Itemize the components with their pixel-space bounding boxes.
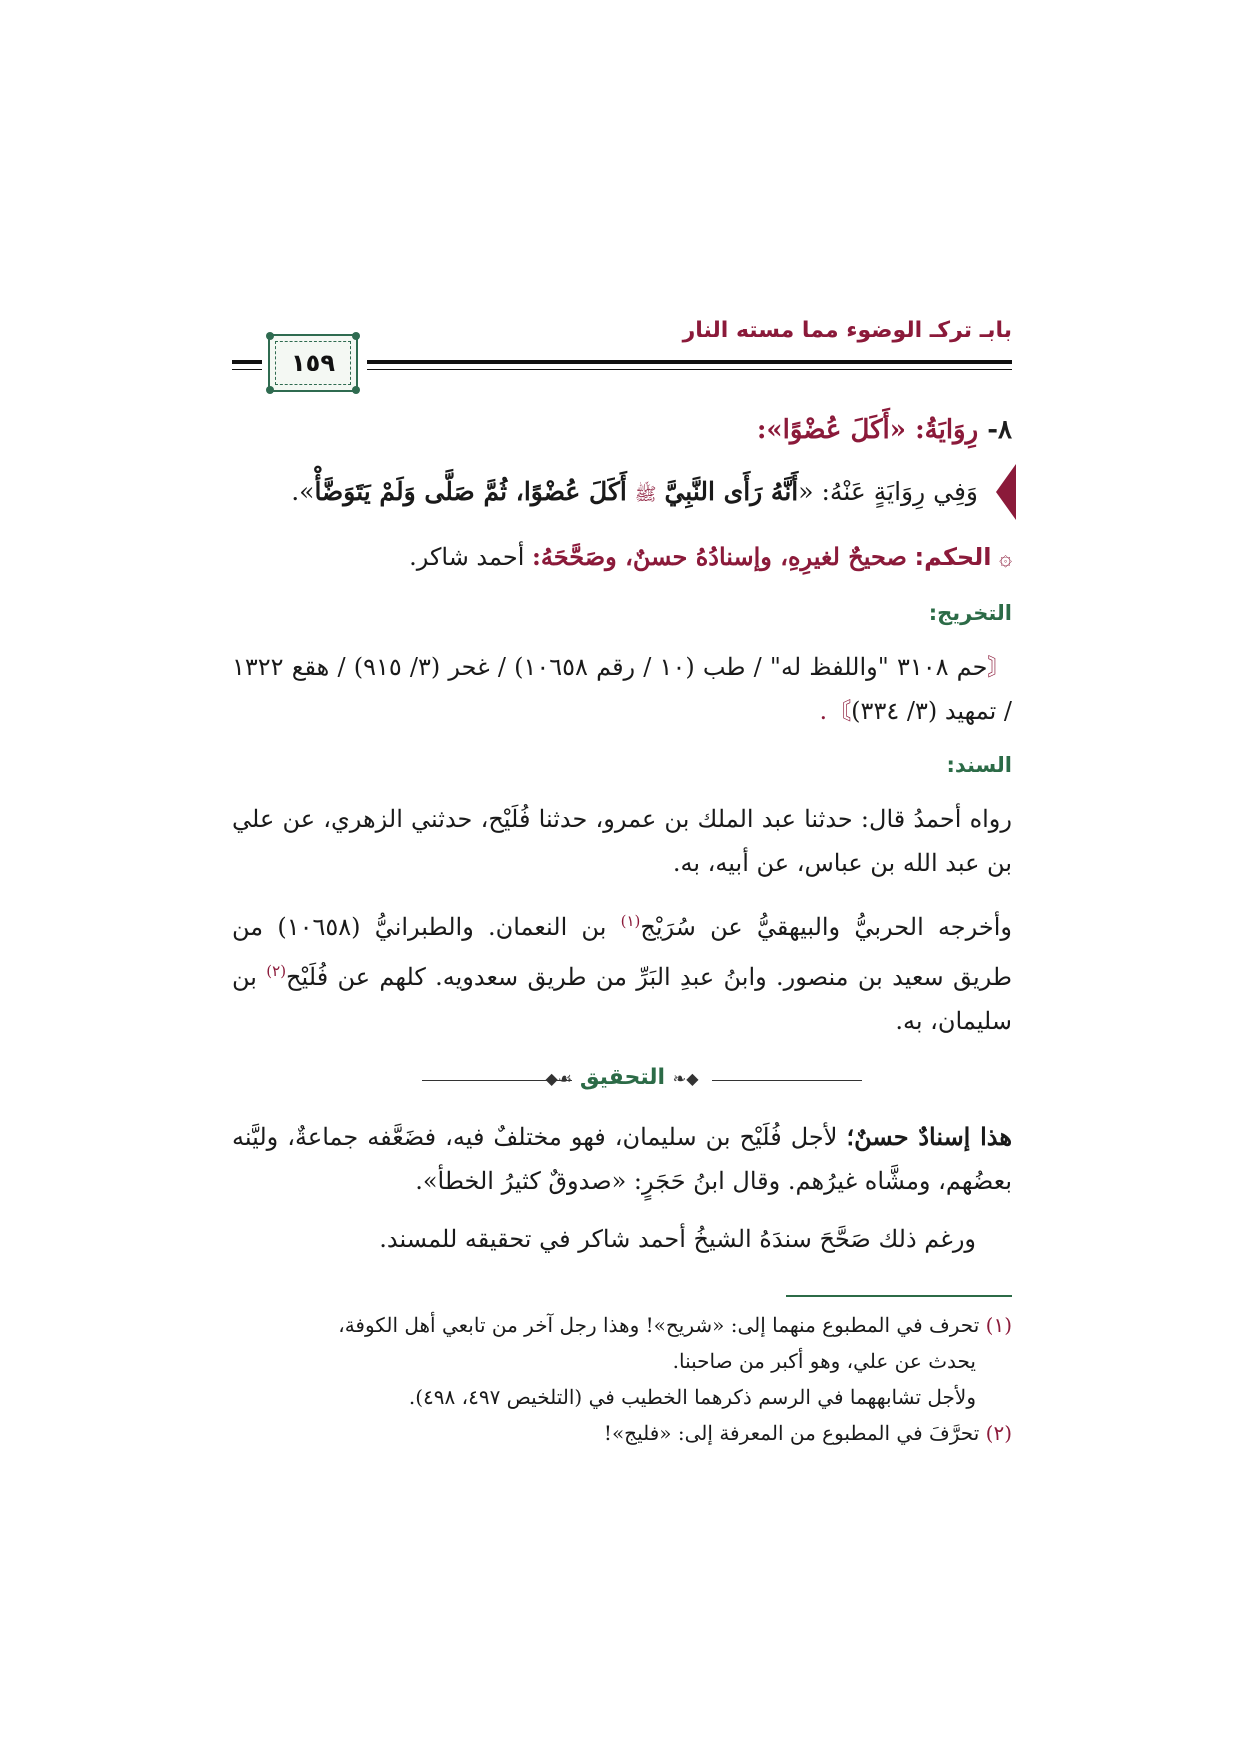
frame-corner-ornament <box>266 386 274 394</box>
divider-line-left <box>422 1080 572 1081</box>
divider-flourish-icon: ◆❧ <box>672 1069 699 1088</box>
sanad-paragraph-1: رواه أحمدُ قال: حدثنا عبد الملك بن عمرو، حدثنا فُلَيْح، حدثني الزهري، عن علي بن عبد الله بن عباس، عن أبيه، به. <box>232 805 1012 877</box>
section-label: رِوَايَةُ: <box>915 415 979 445</box>
section-quote: «أَكَلَ عُضْوًا»: <box>756 415 906 445</box>
footnote-2 <box>232 1415 1012 1451</box>
hadith-text-part1: أَنَّهُ رَأَى النَّبِيَّ <box>664 477 799 506</box>
tahqiq-paragraph-2: ورغم ذلك صَحَّحَ سندَهُ الشيخُ أحمد شاكر في تحقيقه للمسند. <box>379 1225 976 1253</box>
hadith-text-part2: أَكَلَ عُضْوًا، ثُمَّ صَلَّى وَلَمْ يَتَوَضَّأْ <box>314 477 627 506</box>
footnote-1 <box>232 1307 1012 1343</box>
footnote-number: (١) <box>985 1313 1012 1337</box>
footnote-separator <box>786 1295 1012 1297</box>
sanad-paragraph-2 <box>232 899 1012 1043</box>
book-page <box>232 300 1012 1451</box>
bracket-close: 〙. <box>819 697 852 725</box>
footnote-ref-2[interactable]: (٢) <box>266 962 287 980</box>
salutation-glyph: ﷺ <box>634 484 657 505</box>
tahqiq-paragraph-1 <box>232 1115 1012 1203</box>
page-number-frame <box>268 334 358 392</box>
hadith-narration <box>232 470 1012 517</box>
sanad-para2-a: وأخرجه الحربيُّ والبيهقيُّ عن سُرَيْج <box>640 913 1012 941</box>
header-rule-thin <box>367 369 1012 370</box>
narration-marker-icon <box>996 464 1016 520</box>
footnote-ref-1[interactable]: (١) <box>620 912 641 930</box>
footnote-1-continuation: ولأجل تشابههما في الرسم ذكرهما الخطيب في (التلخيص ٤٩٧، ٤٩٨). <box>408 1385 976 1409</box>
footnote-text: تحرَّفَ في المطبوع من المعرفة إلى: «فليج»! <box>603 1421 980 1445</box>
ruling-line <box>232 535 1012 581</box>
ruling-label: الحكم: <box>914 543 992 571</box>
page-number: ١٥٩ <box>291 349 335 377</box>
sanad-para2-c: بن سليمان، به. <box>232 963 1012 1035</box>
section-heading <box>232 408 1012 452</box>
page-header <box>232 300 1012 392</box>
sanad-para2-b: بن النعمان. والطبرانيُّ (١٠٦٥٨) من طريق سعيد بن منصور. وابنُ عبدِ البَرِّ من طريق سعدويه. كلهم عن فُلَيْح <box>232 913 1012 991</box>
ruling-authority: أحمد شاكر. <box>409 543 525 571</box>
takhrij-label: التخريج: <box>928 601 1012 625</box>
takhrij-text <box>232 645 1012 733</box>
bracket-open: 〘 <box>987 653 1013 681</box>
header-rule-left-thin <box>232 369 262 370</box>
narration-end: ». <box>291 477 315 506</box>
frame-corner-ornament <box>352 332 360 340</box>
frame-corner-ornament <box>352 386 360 394</box>
chapter-title: بابـ تركـ الوضوء مما مسته النار <box>682 318 1012 343</box>
divider-ornament <box>232 1065 1012 1090</box>
footnote-text: تحرف في المطبوع منهما إلى: «شريح»! وهذا رجل آخر من تابعي أهل الكوفة، <box>338 1313 980 1337</box>
header-rule-left <box>232 360 262 364</box>
tahqiq-lead: هذا إسنادٌ حسنٌ؛ <box>846 1122 1013 1151</box>
sanad-label: السند: <box>946 753 1012 777</box>
takhrij-references: حم ٣١٠٨ "واللفظ له" / طب (١٠ / رقم ١٠٦٥٨) / غحر (٣/ ٩١٥) / هقع ١٣٢٢ / تمهيد (٣/ ٣٣٤) <box>232 653 1012 725</box>
ruling-verdict: صحيحٌ لغيرِهِ، وإسنادُهُ حسنٌ، وصَحَّحَهُ: <box>532 542 907 571</box>
section-number: ٨- <box>987 415 1012 445</box>
footnotes <box>232 1307 1012 1451</box>
tahqiq-label: التحقيق <box>579 1065 666 1090</box>
header-rule <box>367 360 1012 364</box>
narration-intro: وَفِي رِوَايَةٍ عَنْهُ: « <box>798 477 978 506</box>
tahqiq-divider <box>232 1061 1012 1101</box>
footnote-number: (٢) <box>985 1421 1012 1445</box>
frame-corner-ornament <box>266 332 274 340</box>
flower-ornament-icon: ۞ <box>999 546 1012 571</box>
divider-flourish-icon: ☙◆ <box>545 1069 573 1088</box>
footnote-1-continuation: يحدث عن علي، وهو أكبر من صاحبنا. <box>672 1349 976 1373</box>
tahqiq-text-1: لأجل فُلَيْح بن سليمان، فهو مختلفٌ فيه، فضَعَّفه جماعةٌ، وليَّنه بعضُهم، ومشَّاه غيرُهم. وقال ابنُ حَجَرٍ: «صدوقٌ كثيرُ الخطأ». <box>232 1123 1012 1195</box>
